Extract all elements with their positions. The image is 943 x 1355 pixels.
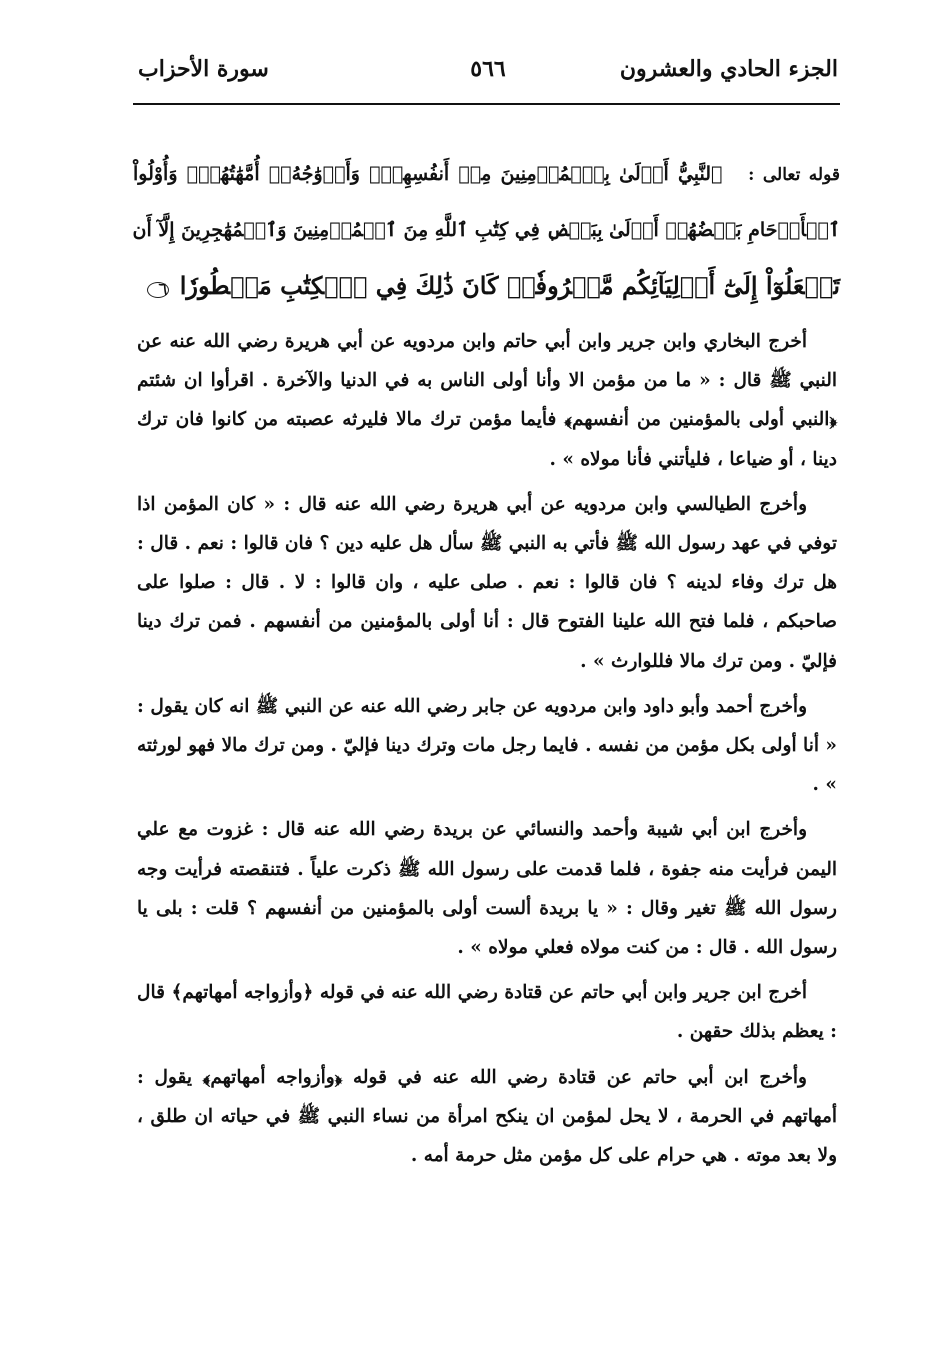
commentary-body xyxy=(137,322,837,1181)
ayah-number-marker: ٦ xyxy=(147,282,169,298)
verse-line-2 xyxy=(133,202,840,258)
surah-title: سورة الأحزاب xyxy=(138,56,269,82)
quran-verse xyxy=(133,146,840,314)
verse-line-1 xyxy=(133,146,840,202)
paragraph-text: وأخرج ابن أبي شيبة وأحمد والنسائي عن بريدة رضي الله عنه قال : غزوت مع علي اليمن فرأيت منه جفوة ، فلما قدمت على رسول الله ﷺ ذكرت علياً . فتنقصته فرأيت وجه رسول الله ﷺ تغير وقال : « يا بريدة ألست أولى بالمؤمنين من أنفسهم ؟ قلت : بلى يا رسول الله . قال : من كنت مولاه فعلي مولاه » . xyxy=(137,819,837,959)
paragraph-text: أخرج البخاري وابن جرير وابن أبي حاتم وابن مردويه عن أبي هريرة رضي الله عنه عن النبي ﷺ قال : « ما من مؤمن الا وأنا أولى الناس به في الدنيا والآخرة . اقرأوا ان شئتم ﴿النبي أولى بالمؤمنين من أنفسهم﴾ فأيما مؤمن ترك مالا فليرثه عصبته من كانوا فان ترك دينا ، أو ضياعا ، فليأتني فأنا مولاه » . xyxy=(137,331,837,470)
paragraph-text: وأخرج الطيالسي وابن مردويه عن أبي هريرة رضي الله عنه قال : « كان المؤمن اذا توفي في عهد رسول الله ﷺ فأتي به النبي ﷺ سأل هل عليه دين ؟ فان قالوا : نعم . قال : هل ترك وفاء لدينه ؟ فان قالوا : نعم . صلى عليه ، وان قالوا : لا . قال : صلوا على صاحبكم ، فلما فتح الله علينا الفتوح قال : أنا أولى بالمؤمنين من أنفسهم . فمن ترك دينا فإليّ . ومن ترك مالا فللوارث » . xyxy=(137,493,837,672)
paragraph-text: وأخرج ابن أبي حاتم عن قتادة رضي الله عنه في قوله ﴿وأزواجه أمهاتهم﴾ يقول : أمهاتهم في الحرمة ، لا يحل لمؤمن ان ينكح امرأة من نساء النبي ﷺ في حياته ان طلق ، ولا بعد موته . هي حرام على كل مؤمن مثل حرمة أمه . xyxy=(137,1066,837,1167)
verse-intro: قوله تعالى : xyxy=(748,165,840,185)
running-header xyxy=(138,56,838,96)
page-number: ٥٦٦ xyxy=(470,56,506,82)
verse-text: ٱلنَّبِيُّ أَوۡلَىٰ بِٱلۡمُؤۡمِنِينَ مِنۡ أَنفُسِهِمۡۖ وَأَزۡوَٰجُهُۥٓ أُمَّهَٰتُهُمۡۗ وَأُوْلُواْ xyxy=(133,163,723,185)
paragraph xyxy=(137,810,837,967)
paragraph-text: وأخرج أحمد وأبو داود وابن مردويه عن جابر رضي الله عنه عن النبي ﷺ انه كان يقول : « أنا أولى بكل مؤمن من نفسه . فايما رجل مات وترك دينا فإليّ . ومن ترك مالا فهو لورثته » . xyxy=(137,695,837,796)
verse-text: تَفۡعَلُوٓاْ إِلَىٰٓ أَوۡلِيَآئِكُم مَّعۡرُوفٗاۚ كَانَ ذَٰلِكَ فِي ٱلۡكِتَٰبِ مَسۡطُورٗا xyxy=(179,271,840,300)
paragraph xyxy=(137,687,837,805)
paragraph xyxy=(137,1058,837,1176)
paragraph xyxy=(137,973,837,1051)
section-title: الجزء الحادي والعشرون xyxy=(619,56,838,82)
verse-line-3 xyxy=(133,258,840,314)
paragraph xyxy=(137,322,837,479)
header-rule xyxy=(133,103,840,105)
paragraph-text: أخرج ابن جرير وابن أبي حاتم عن قتادة رضي الله عنه في قوله ﴿وأزواجه أمهاتهم﴾ قال : يعظم بذلك حقهن . xyxy=(137,982,837,1043)
paragraph xyxy=(137,485,837,681)
verse-text: ٱلۡأَرۡحَامِ بَعۡضُهُمۡ أَوۡلَىٰ بِبَعۡضٖ فِي كِتَٰبِ ٱللَّهِ مِنَ ٱلۡمُؤۡمِنِينَ وَٱلۡمُهَٰجِرِينَ إِلَّآ أَن xyxy=(132,219,840,241)
